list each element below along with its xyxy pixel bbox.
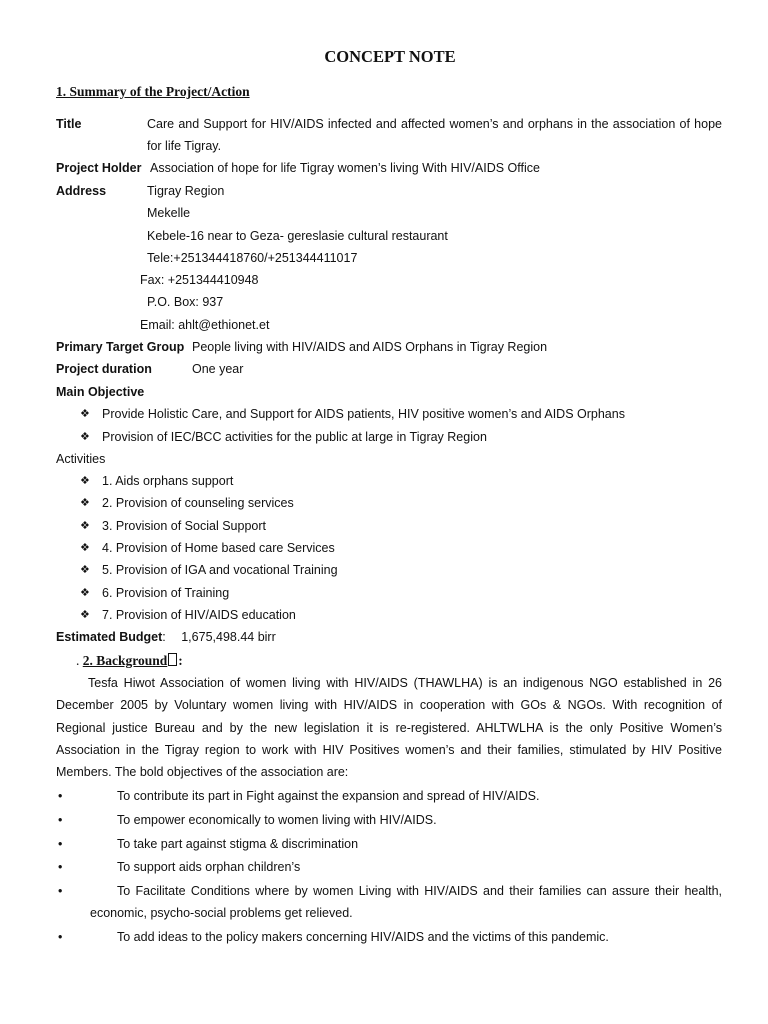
objective-bullet: To empower economically to women living with HIV/AIDS. xyxy=(117,813,437,827)
project-holder-value: Association of hope for life Tigray women’s living With HIV/AIDS Office xyxy=(150,161,540,175)
diamond-bullet-icon: ❖ xyxy=(80,542,90,554)
objective-bullet-continuation: economic, psycho-social problems get relieved. xyxy=(90,906,353,920)
activity-item: 3. Provision of Social Support xyxy=(102,519,266,533)
section-2-heading: 2. Background xyxy=(82,653,168,668)
diamond-bullet-icon: ❖ xyxy=(80,431,90,443)
activity-item: 7. Provision of HIV/AIDS education xyxy=(102,608,296,622)
bullet-dot-icon: • xyxy=(58,789,63,803)
diamond-bullet-icon: ❖ xyxy=(80,609,90,621)
duration-label: Project duration xyxy=(56,362,152,376)
target-group-label: Primary Target Group xyxy=(56,340,185,354)
budget-row xyxy=(56,630,276,644)
duration-value: One year xyxy=(192,362,244,376)
project-title-line-1: Care and Support for HIV/AIDS infected and affected women’s and orphans in the association of hope xyxy=(147,117,722,131)
objective-item: Provision of IEC/BCC activities for the public at large in Tigray Region xyxy=(102,430,487,444)
address-line: Mekelle xyxy=(147,206,191,220)
objective-bullet: To add ideas to the policy makers concerning HIV/AIDS and the victims of this pandemic. xyxy=(117,930,609,944)
diamond-bullet-icon: ❖ xyxy=(80,475,90,487)
bullet-dot-icon: • xyxy=(58,884,63,898)
heading-suffix: : xyxy=(178,653,183,668)
address-email: Email: ahlt@ethionet.et xyxy=(140,318,270,332)
address-po-box: P.O. Box: 937 xyxy=(147,295,224,309)
budget-colon: : xyxy=(162,630,166,644)
activities-label: Activities xyxy=(56,452,106,466)
activity-item: 2. Provision of counseling services xyxy=(102,496,294,510)
document-title: CONCEPT NOTE xyxy=(324,47,456,66)
background-paragraph-line: Regional justice Bureau and by the new legislation it is re-registered. AHLTWLHA is the only Positive Women’s xyxy=(56,721,722,735)
missing-glyph-box-icon xyxy=(168,653,177,666)
activity-item: 5. Provision of IGA and vocational Training xyxy=(102,563,338,577)
diamond-bullet-icon: ❖ xyxy=(80,564,90,576)
activity-item: 4. Provision of Home based care Services xyxy=(102,541,335,555)
objective-bullet: To contribute its part in Fight against the expansion and spread of HIV/AIDS. xyxy=(117,789,540,803)
address-line: Tigray Region xyxy=(147,184,225,198)
address-label: Address xyxy=(56,184,107,198)
budget-label: Estimated Budget xyxy=(56,630,163,644)
bullet-dot-icon: • xyxy=(58,837,63,851)
diamond-bullet-icon: ❖ xyxy=(80,520,90,532)
target-group-value: People living with HIV/AIDS and AIDS Orphans in Tigray Region xyxy=(192,340,548,354)
address-phone: Tele:+251344418760/+251344411017 xyxy=(147,251,358,265)
section-2-heading-row xyxy=(76,653,183,669)
heading-prefix: . xyxy=(76,653,83,668)
bullet-dot-icon: • xyxy=(58,930,63,944)
main-objective-label: Main Objective xyxy=(56,385,145,399)
project-holder-label: Project Holder xyxy=(56,161,142,175)
diamond-bullet-icon: ❖ xyxy=(80,408,90,420)
background-paragraph-line: Tesfa Hiwot Association of women living with HIV/AIDS (THAWLHA) is an indigenous NGO established in 26 xyxy=(88,676,722,690)
address-fax: Fax: +251344410948 xyxy=(140,273,259,287)
objective-item: Provide Holistic Care, and Support for AIDS patients, HIV positive women’s and AIDS Orphans xyxy=(102,407,625,421)
diamond-bullet-icon: ❖ xyxy=(80,587,90,599)
diamond-bullet-icon: ❖ xyxy=(80,497,90,509)
bullet-dot-icon: • xyxy=(58,860,63,874)
project-title-line-2: for life Tigray. xyxy=(147,139,222,153)
background-paragraph-line: Members. The bold objectives of the association are: xyxy=(56,765,349,779)
activity-item: 1. Aids orphans support xyxy=(102,474,234,488)
objective-bullet: To take part against stigma & discrimination xyxy=(117,837,359,851)
title-label: Title xyxy=(56,117,82,131)
bullet-dot-icon: • xyxy=(58,813,63,827)
address-line: Kebele-16 near to Geza- gereslasie cultural restaurant xyxy=(147,229,448,243)
background-paragraph-line: Association in the Tigray region to work with HIV Positives women’s and their families, stimulated by HIV Positive xyxy=(56,743,722,757)
activity-item: 6. Provision of Training xyxy=(102,586,230,600)
objective-bullet: To support aids orphan children’s xyxy=(117,860,301,874)
background-paragraph-line: December 2005 by Voluntary women living with HIV/AIDS in cooperation with GOs & NGOs. With recognition of xyxy=(56,698,722,712)
objective-bullet: To Facilitate Conditions where by women Living with HIV/AIDS and their families can assure their health, xyxy=(117,884,722,898)
section-1-heading: 1. Summary of the Project/Action xyxy=(56,84,250,99)
budget-value: 1,675,498.44 birr xyxy=(181,630,276,644)
